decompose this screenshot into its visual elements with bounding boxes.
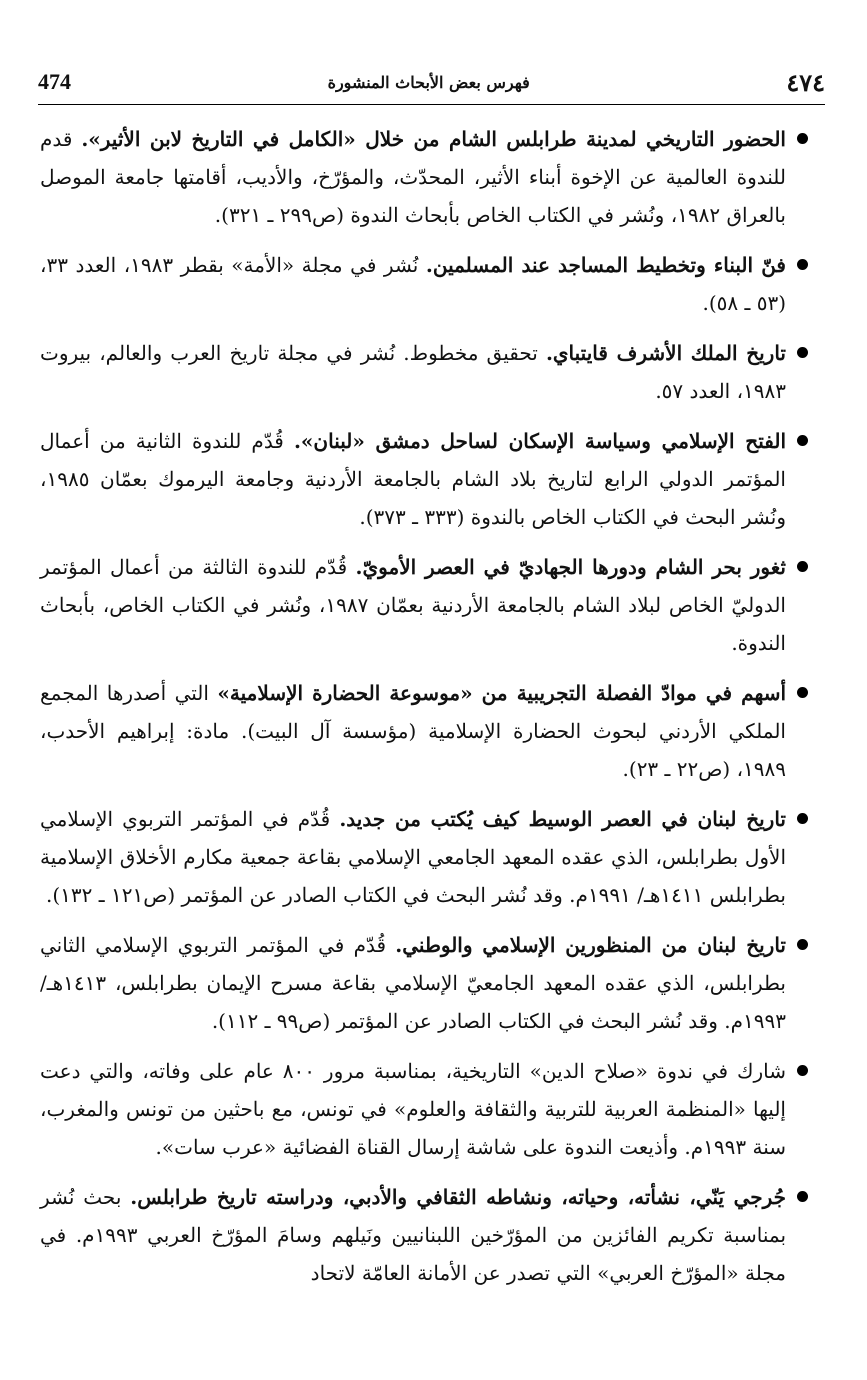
bullet-icon [797, 687, 808, 698]
entry-title: فنّ البناء وتخطيط المساجد عند المسلمين. [425, 253, 786, 277]
entry-text: قُدّم في المؤتمر التربوي الإسلامي الأول بطرابلس، الذي عقده المعهد الجامعي الإسلامي بقاعة جمعية مكارم الأخلاق الإسلامية بطرابلس ١٤١١هـ/ ١٩٩١م. وقد نُشر البحث في الكتاب الصادر عن المؤتمر (ص١٢١ ـ ١٣٢). [40, 807, 786, 907]
entry-text: بحث نُشر بمناسبة تكريم الفائزين من المؤرّخين اللبنانيين ونَيلهم وسامَ المؤرّخ العربي ١٩٩٣م. في مجلة «المؤرّخ العربي» التي تصدر عن الأمانة العامّة لاتحاد [40, 1185, 787, 1285]
entry-title: جُرجي يَنّي، نشأته، وحياته، ونشاطه الثقافي والأدبي، ودراسته تاريخ طرابلس. [130, 1185, 786, 1209]
list-item [40, 120, 810, 234]
entry-text: شارك في ندوة «صلاح الدين» التاريخية، بمناسبة مرور ٨٠٠ عام على وفاته، والتي دعت إليها «المنظمة العربية للتربية والثقافة والعلوم» في تونس، مع باحثين من تونس والمغرب، سنة ١٩٩٣م. وأذيعت الندوة على شاشة إرسال القناة الفضائية «عرب سات». [40, 1059, 786, 1159]
entry-title: تاريخ لبنان في العصر الوسيط كيف يُكتب من جديد. [339, 807, 786, 831]
list-item [40, 800, 810, 914]
bullet-icon [797, 347, 808, 358]
entry-text: قُدّم للندوة الثانية من أعمال المؤتمر الدولي الرابع لتاريخ بلاد الشام بالجامعة الأردنية وجامعة اليرموك بعمّان ١٩٨٥، ونُشر البحث في الكتاب الخاص بالندوة (٣٣٣ ـ ٣٧٣). [40, 429, 786, 529]
page-number-latin: 474 [38, 69, 71, 94]
bullet-icon [797, 939, 808, 950]
running-title: فهرس بعض الأبحاث المنشورة [327, 72, 530, 92]
bullet-icon [797, 259, 808, 270]
list-item [40, 674, 810, 788]
header-rule [38, 104, 825, 105]
bullet-icon [797, 1065, 808, 1076]
entry-text: قُدّم في المؤتمر التربوي الإسلامي الثاني بطرابلس، الذي عقده المعهد الجامعيّ الإسلامي بقاعة مسرح الإيمان بطرابلس، ١٤١٣هـ/ ١٩٩٣م. وقد نُشر البحث في الكتاب الصادر عن المؤتمر (ص٩٩ ـ ١١٢). [40, 933, 786, 1033]
entry-text: التي أصدرها المجمع الملكي الأردني لبحوث الحضارة الإسلامية (مؤسسة آل البيت). مادة: إبراهيم الأحدب، ١٩٨٩، (ص٢٢ ـ ٢٣). [40, 681, 786, 781]
list-item [40, 246, 810, 322]
entry-text: نُشر في مجلة «الأمة» بقطر ١٩٨٣، العدد ٣٣، (٥٣ ـ ٥٨). [40, 253, 786, 315]
bullet-icon [797, 813, 808, 824]
entry-text: قدم للندوة العالمية عن الإخوة أبناء الأثير، المحدّث، والمؤرّخ، والأديب، أقامتها جامعة الموصل بالعراق ١٩٨٢، ونُشر في الكتاب الخاص بأبحاث الندوة (ص٢٩٩ ـ ٣٢١). [40, 127, 786, 227]
list-item [40, 422, 810, 536]
publication-list [40, 120, 810, 1304]
bullet-icon [797, 133, 808, 144]
entry-title: الحضور التاريخي لمدينة طرابلس الشام من خلال «الكامل في التاريخ لابن الأثير». [81, 127, 786, 151]
entry-title: الفتح الإسلامي وسياسة الإسكان لساحل دمشق «لبنان». [293, 429, 787, 453]
bullet-icon [797, 435, 808, 446]
bullet-icon [797, 561, 808, 572]
entry-title: تاريخ الملك الأشرف قايتباي. [545, 341, 786, 365]
list-item [40, 334, 810, 410]
entry-text: قُدّم للندوة الثالثة من أعمال المؤتمر الدوليّ الخاص لبلاد الشام بالجامعة الأردنية بعمّان ١٩٨٧، ونُشر في الكتاب الخاص، بأبحاث الندوة. [40, 555, 786, 655]
page-header [38, 62, 825, 102]
list-item [40, 548, 810, 662]
page-number-arabic: ٤٧٤ [786, 67, 825, 97]
list-item [40, 1052, 810, 1166]
entry-title: أسهم في موادّ الفصلة التجريبية من «موسوعة الحضارة الإسلامية» [217, 681, 787, 705]
entry-text: تحقيق مخطوط. نُشر في مجلة تاريخ العرب والعالم، بيروت ١٩٨٣، العدد ٥٧. [40, 341, 786, 403]
list-item [40, 1178, 810, 1292]
list-item [40, 926, 810, 1040]
bullet-icon [797, 1191, 808, 1202]
entry-title: تاريخ لبنان من المنظورين الإسلامي والوطني. [395, 933, 786, 957]
entry-title: ثغور بحر الشام ودورها الجهاديّ في العصر الأمويّ. [355, 555, 786, 579]
